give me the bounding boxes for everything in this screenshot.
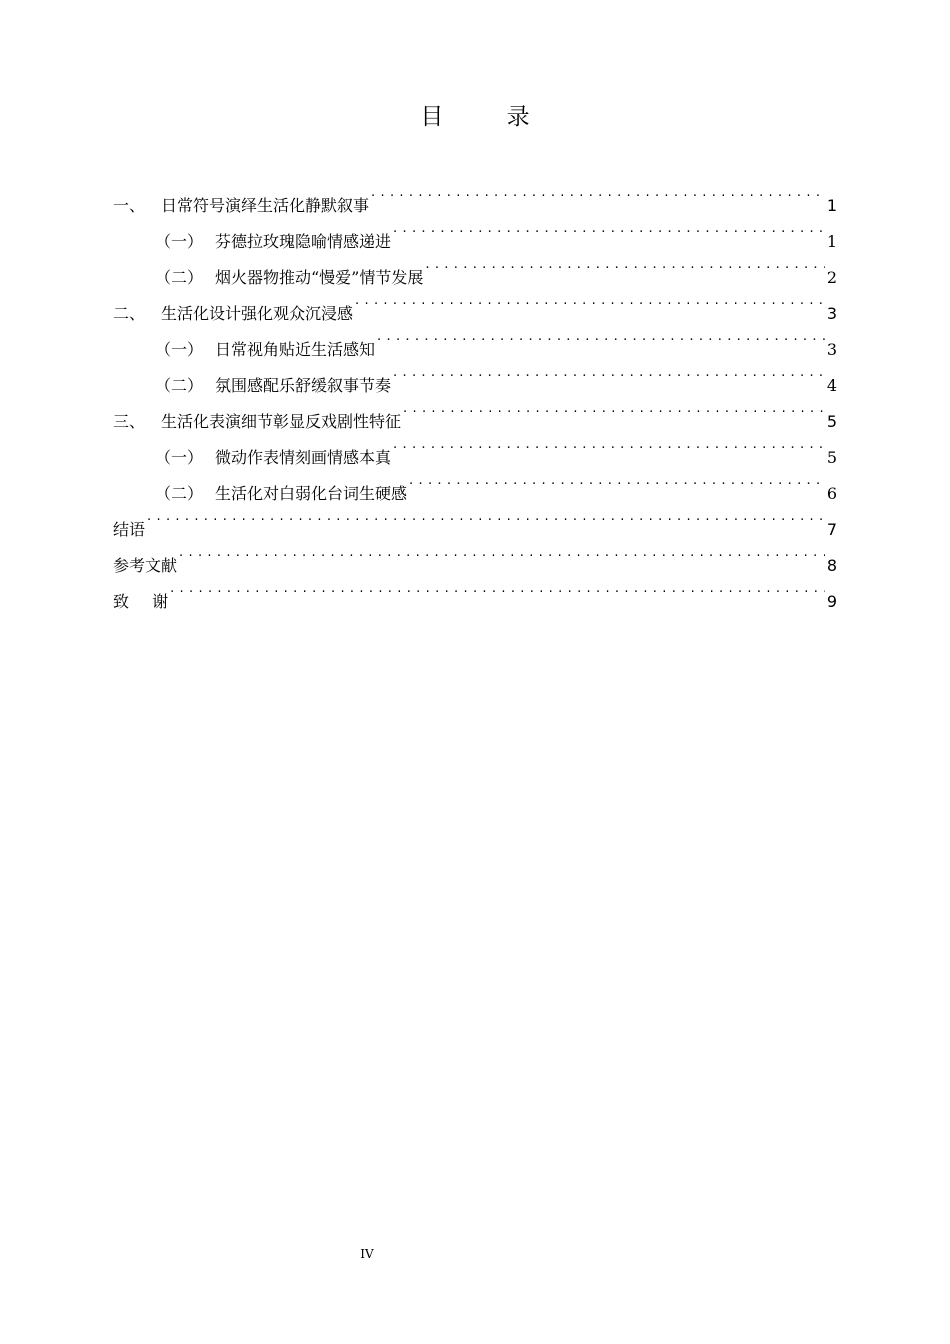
toc-entry-text: 参考文献 <box>113 556 178 575</box>
toc-leader-dots <box>403 391 825 427</box>
toc-entry-page: 6 <box>826 484 837 503</box>
toc-entry-text: 日常符号演绎生活化静默叙事 <box>161 196 370 215</box>
toc-entry-text: 芬德拉玫瑰隐喻情感递进 <box>215 232 392 251</box>
page-footer-number: IV <box>360 1247 374 1261</box>
toc-entry-number: （一） <box>155 340 204 359</box>
toc-entry-text: 生活化设计强化观众沉浸感 <box>161 304 354 323</box>
toc-leader-dots <box>393 355 825 391</box>
toc-leader-dots <box>425 247 824 283</box>
toc-entry-number: 一、 <box>113 196 146 215</box>
toc-leader-dots <box>377 319 825 355</box>
toc-leader-dots <box>355 283 825 319</box>
toc-entry-page: 5 <box>826 412 837 431</box>
toc-leader-dots <box>179 535 825 571</box>
toc-entry-text: 生活化表演细节彰显反戏剧性特征 <box>161 412 402 431</box>
toc-entry-page: 9 <box>826 592 837 611</box>
toc-leader-dots <box>170 571 825 607</box>
toc-entry-number: （一） <box>155 448 204 467</box>
toc-entry-page: 4 <box>826 376 837 395</box>
toc-leader-dots <box>393 427 825 463</box>
toc-entry-text: 微动作表情刻画情感本真 <box>215 448 392 467</box>
toc-entry-page: 1 <box>826 232 837 251</box>
toc-leader-dots <box>371 175 825 211</box>
toc-entry-text: 烟火器物推动“慢爱”情节发展 <box>215 268 424 287</box>
toc-entry-page: 1 <box>826 196 837 215</box>
toc-entry-text: 日常视角贴近生活感知 <box>215 340 376 359</box>
toc-leader-dots <box>393 211 825 247</box>
toc-entry-number: （一） <box>155 232 204 251</box>
toc-entry-number: （二） <box>155 484 204 503</box>
toc-entry[interactable] <box>113 175 837 215</box>
toc-entry-number: 二、 <box>113 304 146 323</box>
toc-entry-text: 结语 <box>113 520 146 539</box>
toc-leader-dots <box>409 463 825 499</box>
toc-entry-text: 生活化对白弱化台词生硬感 <box>215 484 408 503</box>
toc-entry-page: 5 <box>826 448 837 467</box>
toc-entry[interactable] <box>113 499 837 539</box>
toc-entry-text: 氛围感配乐舒缓叙事节奏 <box>215 376 392 395</box>
toc-entry-number: （二） <box>155 268 204 287</box>
toc-entry[interactable] <box>113 535 837 575</box>
toc-entry[interactable] <box>113 571 837 611</box>
table-of-contents <box>113 175 837 611</box>
toc-entry-page: 3 <box>826 340 837 359</box>
toc-entry-text: 致 谢 <box>113 592 169 611</box>
toc-title: 目 录 <box>420 104 558 130</box>
toc-entry-page: 7 <box>826 520 837 539</box>
toc-leader-dots <box>147 499 825 535</box>
toc-entry-number: （二） <box>155 376 204 395</box>
toc-entry-page: 2 <box>826 268 837 287</box>
toc-entry-page: 3 <box>826 304 837 323</box>
toc-entry-page: 8 <box>826 556 837 575</box>
toc-entry-number: 三、 <box>113 412 146 431</box>
